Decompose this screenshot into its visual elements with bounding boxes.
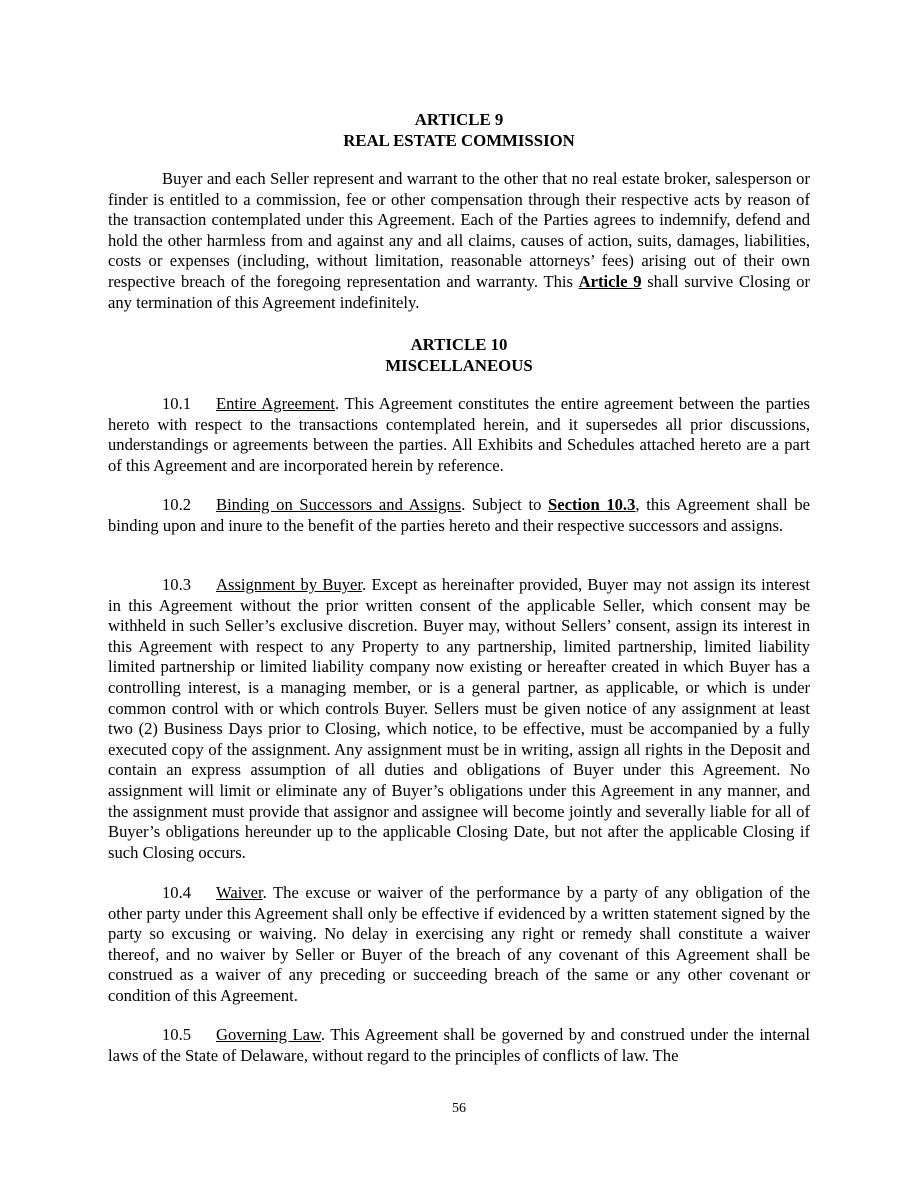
article-9-text-part-2: shall survive Closing or any termination of this Agreement indefinitely. <box>108 271 810 312</box>
article-9-subtitle: REAL ESTATE COMMISSION <box>343 130 575 150</box>
page-number: 56 <box>452 1101 466 1116</box>
section-heading: Assignment by Buyer <box>216 575 363 594</box>
section-number: 10.5 <box>162 1025 192 1044</box>
section-heading: Binding on Successors and Assigns <box>216 495 462 514</box>
section-heading: Governing Law <box>216 1025 321 1044</box>
section-text: . The excuse or waiver of the performance by a party of any obligation of the other party under this Agreement shall only be effective if evidenced by a written statement signed by the party so excusing or waiving. No delay in exercising any right or remedy shall constitute a waiver thereof, and no waiver by Seller or Buyer of the breach of any covenant of this Agreement shall be construed as a waiver of any preceding or succeeding breach of the same or any other covenant or condition of this Agreement. <box>108 883 810 1005</box>
section-heading: Entire Agreement <box>216 394 336 413</box>
section-text: . Except as hereinafter provided, Buyer may not assign its interest in this Agreement without the prior written consent of the applicable Seller, which consent may be withheld in such Seller’s exclusive discretion. Buyer may, without Sellers’ consent, assign its interest in this Agreement with respect to any Property to any partnership, limited partnership, limited liability limited partnership or limited liability company now existing or hereafter created in which Buyer has a controlling interest, is a managing member, or is a general partner, as applicable, or which is under common control with or which controls Buyer. Sellers must be given notice of any assignment at least two (2) Business Days prior to Closing, which notice, to be effective, must be accompanied by a fully executed copy of the assignment. Any assignment must be in writing, assign all rights in the Deposit and contain an express assumption of all duties and obligations of Buyer under this Agreement. No assignment will limit or eliminate any of Buyer’s obligations under this Agreement in any manner, and the assignment must provide that assignor and assignee will become jointly and severally liable for all of Buyer’s obligations hereunder up to the applicable Closing Date, but not after the applicable Closing if such Closing occurs. <box>108 575 811 862</box>
article-9-paragraph <box>108 169 810 313</box>
section-10-4 <box>108 883 810 1007</box>
article-9-title: ARTICLE 9 <box>414 110 504 129</box>
section-text: . This Agreement constitutes the entire agreement between the parties hereto with respect to the transactions contemplated herein, and it supersedes all prior discussions, understandings or agreements between the parties. All Exhibits and Schedules attached hereto are a part of this Agreement and are incorporated herein by reference. <box>108 394 810 475</box>
section-heading: Waiver <box>216 883 263 902</box>
article-10-title: ARTICLE 10 <box>410 335 508 354</box>
section-10-1 <box>108 394 810 476</box>
section-10-3 <box>108 575 810 863</box>
article-9-heading <box>108 110 810 151</box>
article-10-heading <box>108 335 810 376</box>
section-number: 10.4 <box>162 883 192 902</box>
article-9-reference: Article 9 <box>578 271 642 291</box>
section-text: . This Agreement shall be governed by and construed under the internal laws of the State of Delaware, without regard to the principles of conflicts of law. The <box>108 1025 810 1065</box>
section-text: . Subject to <box>461 495 549 514</box>
article-10-subtitle: MISCELLANEOUS <box>385 355 533 375</box>
section-10-5 <box>108 1025 810 1066</box>
article-9-text-part-1: Buyer and each Seller represent and warrant to the other that no real estate broker, salesperson or finder is entitled to a commission, fee or other compensation through their respective acts by reason of the transaction contemplated under this Agreement. Each of the Parties agrees to indemnify, defend and hold the other harmless from and against any and all claims, causes of action, suits, damages, liabilities, costs or expenses (including, without limitation, reasonable attorneys’ fees) arising out of their own respective breach of the foregoing representation and warranty. This <box>108 169 810 291</box>
section-number: 10.2 <box>162 495 192 514</box>
section-text: , this Agreement shall be binding upon and inure to the benefit of the parties hereto and their respective successors and assigns. <box>108 495 811 535</box>
section-number: 10.1 <box>162 394 192 413</box>
section-reference: Section 10.3 <box>548 495 636 514</box>
section-number: 10.3 <box>162 575 192 594</box>
section-10-2 <box>108 495 810 536</box>
